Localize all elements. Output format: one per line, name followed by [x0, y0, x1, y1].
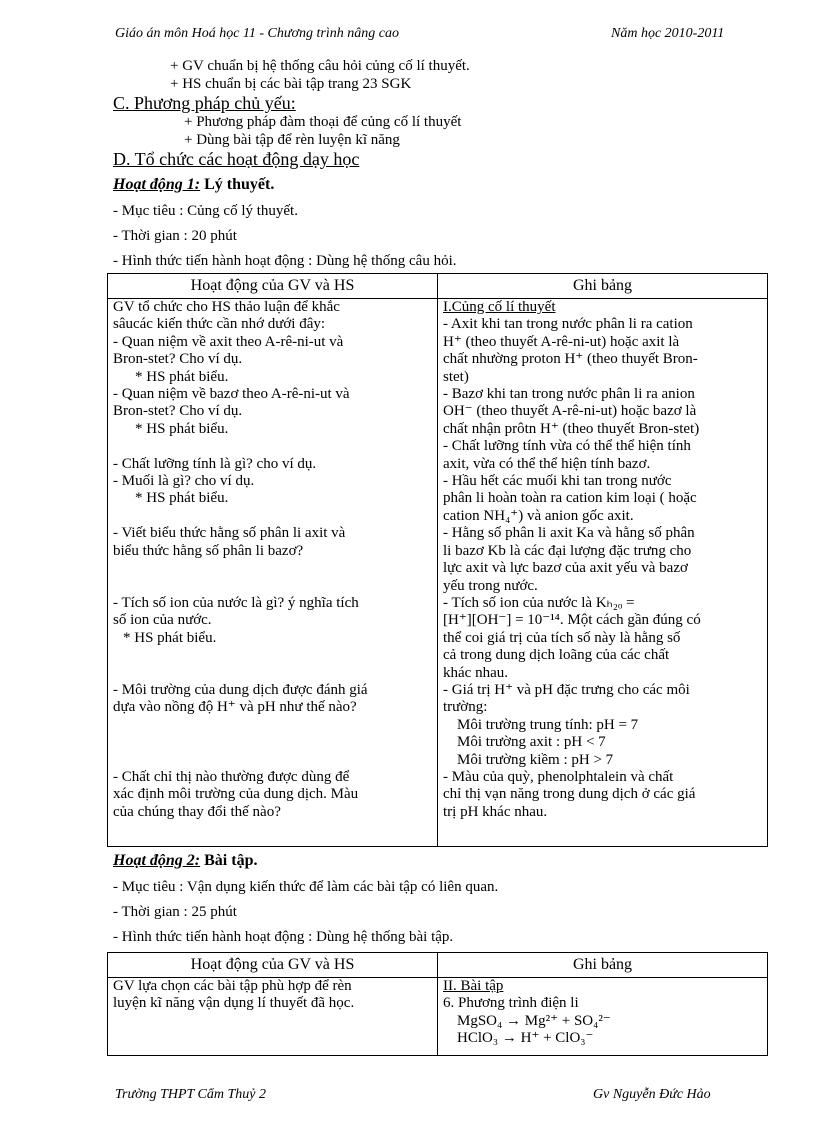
- cell-line: stet): [443, 368, 469, 385]
- activity1-title: Lý thuyết.: [204, 176, 275, 193]
- cell-line: - Môi trường của dung dịch được đánh giá: [113, 681, 368, 698]
- cell-line: [113, 560, 432, 577]
- activity1-form: - Hình thức tiến hành hoạt động : Dùng hệ thống câu hỏi.: [113, 253, 457, 269]
- cell-line: - Tích số ion của nước là Kₕ₂ₒ =: [443, 594, 635, 611]
- activity1-label: Hoạt động 1:: [113, 176, 201, 193]
- cell-line: [113, 717, 432, 734]
- activity1-right-cell: [438, 299, 768, 847]
- cell-line: khác nhau.: [443, 664, 508, 681]
- cell-line: II. Bài tập: [443, 978, 504, 994]
- cell-line: biểu thức hằng số phân li bazơ?: [113, 542, 304, 559]
- activity2-right-cell: [438, 978, 768, 1056]
- cell-line: * HS phát biểu.: [135, 420, 229, 437]
- cell-line: [H⁺][OH⁻] = 10⁻¹⁴. Một cách gần đúng có: [443, 612, 701, 629]
- equation-line: MgSO₄ → Mg²⁺ + SO₄²⁻: [457, 1012, 611, 1029]
- activity2-label: Hoạt động 2:: [113, 852, 201, 869]
- cell-line: - Giá trị H⁺ và pH đặc trưng cho các môi: [443, 681, 690, 698]
- cell-line: * HS phát biểu.: [135, 368, 229, 385]
- cell-line: [113, 438, 432, 455]
- cell-line: Môi trường axit : pH < 7: [457, 734, 606, 751]
- section-d-title: D. Tổ chức các hoạt động dạy học: [113, 149, 360, 169]
- cell-line: chỉ thị vạn năng trong dung dịch ở các giá: [443, 786, 696, 803]
- cell-line: chất nhường proton H⁺ (theo thuyết Bron-: [443, 351, 698, 368]
- cell-line: 6. Phương trình điện li: [443, 995, 579, 1012]
- cell-line: * HS phát biểu.: [135, 490, 229, 507]
- cell-line: - Muối là gì? cho ví dụ.: [113, 473, 255, 490]
- cell-line: luyện kĩ năng vận dụng lí thuyết đã học.: [113, 995, 355, 1012]
- cell-line: trường:: [443, 699, 488, 716]
- cell-line: dựa vào nồng độ H⁺ và pH như thế nào?: [113, 699, 357, 716]
- cell-line: - Chất lưỡng tính là gì? cho ví dụ.: [113, 455, 317, 472]
- cell-line: * HS phát biểu.: [123, 629, 217, 646]
- cell-line: - Hầu hết các muối khi tan trong nước: [443, 473, 672, 490]
- activity1-col-right: Ghi bảng: [438, 274, 768, 299]
- cell-line: - Màu của quỳ, phenolphtalein và chất: [443, 768, 674, 785]
- activity2-goal: - Mục tiêu : Vận dụng kiến thức để làm các bài tập có liên quan.: [113, 879, 499, 895]
- cell-line: phân li hoàn toàn ra cation kim loại ( hoặc: [443, 490, 697, 507]
- cell-line: sâucác kiến thức cần nhớ dưới đây:: [113, 316, 326, 333]
- cell-line: cation NH₄⁺) và anion gốc axit.: [443, 507, 634, 524]
- section-c-item: + Phương pháp đàm thoại để củng cố lí thuyết: [184, 114, 462, 130]
- prep-hs: + HS chuẩn bị các bài tập trang 23 SGK: [170, 76, 412, 92]
- cell-line: Môi trường trung tính: pH = 7: [457, 716, 639, 733]
- cell-line: - Chất chỉ thị nào thường được dùng để: [113, 768, 350, 785]
- cell-line: [113, 508, 432, 525]
- footer-right: Gv Nguyễn Đức Hảo: [593, 1087, 711, 1102]
- activity1-heading: [113, 176, 274, 193]
- cell-line: - Chất lưỡng tính vừa có thể thể hiện tính: [443, 438, 691, 455]
- cell-line: [113, 751, 432, 768]
- cell-line: - Axit khi tan trong nước phân li ra cation: [443, 316, 693, 333]
- cell-line: của chúng thay đổi thế nào?: [113, 803, 281, 820]
- footer-left: Trường THPT Cẩm Thuỷ 2: [115, 1087, 266, 1102]
- cell-line: [113, 664, 432, 681]
- cell-line: số ion của nước.: [113, 612, 212, 629]
- cell-line: [113, 577, 432, 594]
- cell-line: GV lựa chọn các bài tập phù hợp để rèn: [113, 978, 352, 994]
- activity1-goal: - Mục tiêu : Củng cố lý thuyết.: [113, 203, 298, 219]
- activity2-form: - Hình thức tiến hành hoạt động : Dùng hệ thống bài tập.: [113, 929, 454, 945]
- activity2-col-left: Hoạt động của GV và HS: [108, 953, 438, 978]
- cell-line: OH⁻ (theo thuyết A-rê-ni-ut) hoặc bazơ là: [443, 403, 697, 420]
- activity2-col-right: Ghi bảng: [438, 953, 768, 978]
- cell-line: chất nhận prôtn H⁺ (theo thuyết Bron-stet): [443, 420, 700, 437]
- cell-line: Bron-stet? Cho ví dụ.: [113, 403, 243, 420]
- activity1-col-left: Hoạt động của GV và HS: [108, 274, 438, 299]
- cell-line: thể coi giá trị của tích số này là hằng số: [443, 629, 681, 646]
- header-left: Giáo án môn Hoá học 11 - Chương trình nâng cao: [115, 26, 399, 41]
- cell-line: - Quan niệm về axit theo A-rê-ni-ut và: [113, 333, 344, 350]
- cell-line: - Quan niệm về bazơ theo A-rê-ni-ut và: [113, 386, 350, 403]
- activity2-title: Bài tập.: [204, 852, 258, 869]
- cell-line: H⁺ (theo thuyết A-rê-ni-ut) hoặc axit là: [443, 333, 680, 350]
- cell-line: [113, 734, 432, 751]
- cell-line: - Tích số ion của nước là gì? ý nghĩa tích: [113, 594, 359, 611]
- activity2-left-cell: [108, 978, 438, 1056]
- cell-line: - Viết biểu thức hằng số phân li axit và: [113, 525, 346, 542]
- prep-gv: + GV chuẩn bị hệ thống câu hỏi củng cố lí thuyết.: [170, 58, 470, 74]
- cell-line: GV tổ chức cho HS thảo luận để khắc: [113, 299, 340, 315]
- cell-line: xác định môi trường của dung dịch. Màu: [113, 786, 359, 803]
- cell-line: li bazơ Kb là các đại lượng đặc trưng cho: [443, 542, 692, 559]
- cell-line: - Bazơ khi tan trong nước phân li ra anion: [443, 386, 695, 403]
- activity2-time: - Thời gian : 25 phút: [113, 904, 237, 920]
- cell-line: [113, 647, 432, 664]
- section-c-item: + Dùng bài tập để rèn luyện kĩ năng: [184, 132, 400, 148]
- section-c-title: C. Phương pháp chủ yếu:: [113, 93, 296, 113]
- cell-line: trị pH khác nhau.: [443, 803, 548, 820]
- equation-line: HClO₃ → H⁺ + ClO₃⁻: [457, 1030, 594, 1047]
- activity2-heading: [113, 852, 257, 869]
- cell-line: - Hằng số phân li axit Ka và hằng số phân: [443, 525, 695, 542]
- cell-line: axit, vừa có thể thể hiện tính bazơ.: [443, 455, 651, 472]
- cell-line: Môi trường kiềm : pH > 7: [457, 751, 614, 768]
- cell-line: Bron-stet? Cho ví dụ.: [113, 351, 243, 368]
- activity2-table: [107, 952, 768, 1056]
- header-right: Năm học 2010-2011: [611, 26, 725, 41]
- activity1-time: - Thời gian : 20 phút: [113, 228, 237, 244]
- cell-line: I.Củng cố lí thuyết: [443, 299, 556, 315]
- activity1-table: [107, 273, 768, 847]
- cell-line: yếu trong nước.: [443, 577, 538, 594]
- cell-line: cả trong dung dịch loãng của các chất: [443, 647, 670, 664]
- activity1-left-cell: [108, 299, 438, 847]
- cell-line: lực axit và lực bazơ của axit yếu và bazơ: [443, 560, 688, 577]
